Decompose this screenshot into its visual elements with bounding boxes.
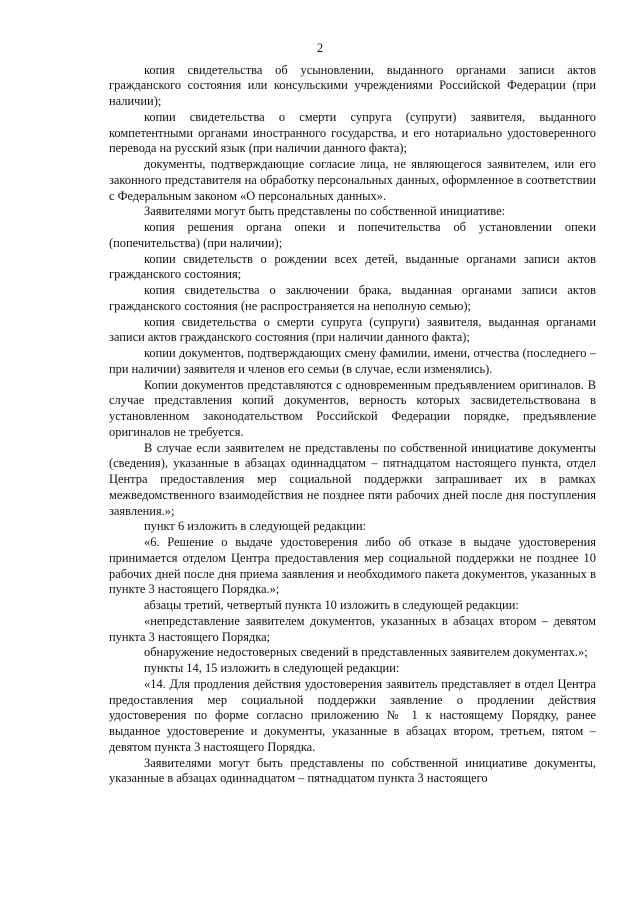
paragraph-item-6-intro: пункт 6 изложить в следующей редакции:	[144, 519, 367, 534]
paragraph-personal-data-consent: документы, подтверждающие согласие лица, не являющегося заявителем, или его законного представителя на обработку персональных данных, оформленное в соответствии с Федеральным законом «О персональных данных».	[109, 157, 596, 203]
paragraph-birth-certificates: копии свидетельств о рождении всех детей, выданные органами записи актов гражданского состояния;	[109, 251, 596, 282]
paragraph-adoption-certificate: копия свидетельства об усыновлении, выданного органами записи актов гражданского состояния или консульскими учреждениями Российской Федерации (при наличии);	[109, 62, 596, 108]
paragraph-interagency-request: В случае если заявителем не представлены по собственной инициативе документы (сведения), указанные в абзацах одиннадцатом – пятнадцатом настоящего пункта, отдел Центра предоставления мер социальной поддержки запрашивает их в рамках межведомственного взаимодействия не позднее пяти рабочих дней после дня поступления заявления.»;	[109, 440, 596, 518]
paragraph-item-10-nonsubmission: «непредставление заявителем документов, указанных в абзацах втором – девятом пункта 3 настоящего Порядка;	[109, 613, 596, 644]
paragraph-originals-requirement: Копии документов представляются с одновременным предъявлением оригиналов. В случае представления копий документов, верность которых засвидетельствована в установленном законодательством Российской Федерации порядке, предъявление оригиналов не требуется.	[109, 377, 596, 439]
paragraph-items-14-15-intro: пункты 14, 15 изложить в следующей редакции:	[144, 661, 400, 675]
paragraph-own-initiative-renewal: Заявителями могут быть представлены по собственной инициативе документы, указанные в абзацах одиннадцатом – пятнадцатом пункта 3 настоящего	[109, 755, 596, 786]
paragraph-item-6-text: «6. Решение о выдаче удостоверения либо об отказе в выдаче удостоверения принимается отделом Центра предоставления мер социальной поддержки не позднее 10 рабочих дней после дня приема заявления и необходимого пакета документов, указанных в пункте 3 настоящего Порядка.»;	[109, 535, 596, 597]
paragraph-item-10-false-info: обнаружение недостоверных сведений в представленных заявителем документах.»;	[144, 645, 588, 660]
paragraph-name-change-documents: копии документов, подтверждающих смену фамилии, имени, отчества (последнего – при наличии) заявителя и членов его семьи (в случае, если изменялись).	[109, 346, 596, 376]
paragraph-death-certificate: копия свидетельства о смерти супруга (супруги) заявителя, выданная органами записи актов гражданского состояния (при наличии данного факта);	[109, 314, 596, 345]
paragraph-own-initiative-intro: Заявителями могут быть представлены по собственной инициативе:	[144, 204, 506, 219]
page-number: 2	[316, 41, 324, 55]
paragraph-item-10-intro: абзацы третий, четвертый пункта 10 изложить в следующей редакции:	[144, 598, 519, 612]
paragraph-item-14-text: «14. Для продления действия удостоверения заявитель представляет в отдел Центра предоставления мер социальной поддержки заявление о продлении действия удостоверения по форме согласно приложению № 1 к настоящему Порядку, ранее выданное удостоверение и документы, указанные в абзацах втором, третьем, пятом – девятом пункта 3 настоящего Порядка.	[109, 676, 596, 754]
paragraph-guardianship-decision: копия решения органа опеки и попечительства об установлении опеки (попечительства) (при наличии);	[109, 220, 596, 250]
paragraph-marriage-certificate: копия свидетельства о заключении брака, выданная органами записи актов гражданского состояния (не распространяется на неполную семью);	[109, 283, 596, 313]
paragraph-foreign-death-certificate: копии свидетельства о смерти супруга (супруги) заявителя, выданного компетентными органами иностранного государства, и его нотариально удостоверенного перевода на русский язык (при наличии данного факта);	[109, 109, 596, 156]
document-body	[109, 63, 596, 788]
